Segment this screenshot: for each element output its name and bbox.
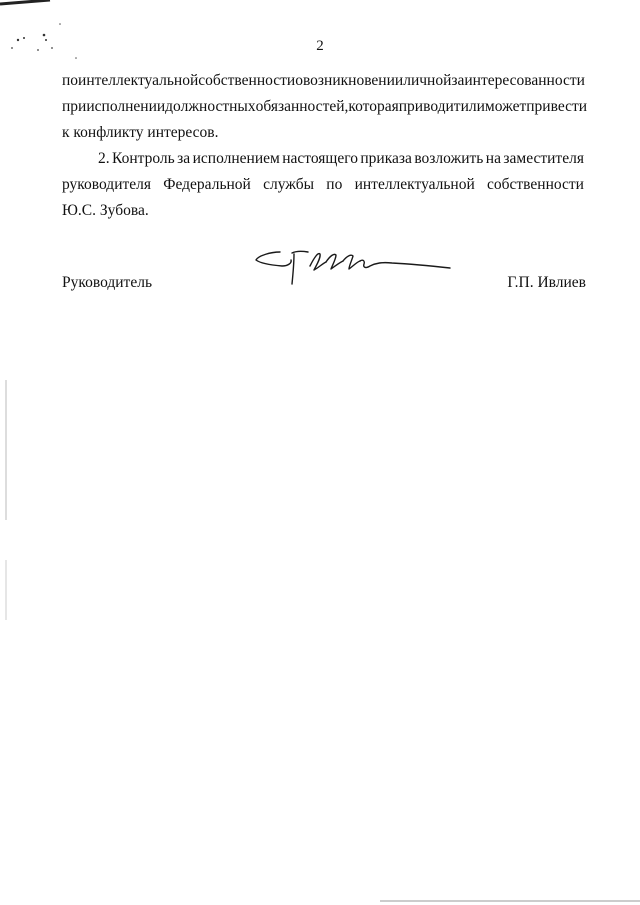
- word: обязанностей,: [255, 98, 349, 115]
- word: руководителя: [62, 176, 152, 193]
- word: личной: [403, 72, 452, 89]
- paragraph-2-line-2: [62, 176, 584, 194]
- word: на: [485, 150, 501, 167]
- word: Контроль: [112, 150, 175, 167]
- word: настоящего: [282, 150, 358, 167]
- paragraph-2-line-1: [98, 150, 584, 168]
- word: о: [295, 72, 303, 89]
- word: по: [326, 176, 343, 193]
- word: исполнении: [86, 98, 166, 115]
- word: может: [484, 98, 527, 115]
- signer-name: Г.П. Ивлиев: [507, 274, 586, 291]
- handwritten-signature: [252, 244, 456, 290]
- paragraph-1-line-3: к конфликту интересов.: [62, 124, 219, 141]
- paragraph-1-line-2: [62, 98, 588, 116]
- word: за: [177, 150, 191, 167]
- word: по: [62, 72, 79, 89]
- word: или: [460, 98, 485, 115]
- word: заместителя: [503, 150, 584, 167]
- word: собственности: [487, 176, 584, 193]
- word: приводит: [398, 98, 461, 115]
- word: службы: [263, 176, 315, 193]
- word: 2.: [98, 150, 110, 167]
- word: возникновении: [302, 72, 404, 89]
- word: привести: [526, 98, 588, 115]
- word: приказа: [360, 150, 412, 167]
- word: заинтересованности: [451, 72, 585, 89]
- word: должностных: [165, 98, 256, 115]
- word: которая: [348, 98, 399, 115]
- word: собственности: [198, 72, 296, 89]
- word: интеллектуальной: [78, 72, 199, 89]
- page-number: 2: [316, 38, 324, 54]
- paragraph-2-line-3: Ю.С. Зубова.: [62, 202, 149, 219]
- word: исполнением: [192, 150, 280, 167]
- word: интеллектуальной: [354, 176, 475, 193]
- word: Федеральной: [163, 176, 251, 193]
- word: возложить: [414, 150, 484, 167]
- signer-role: Руководитель: [62, 274, 153, 291]
- word: при: [62, 98, 87, 115]
- paragraph-1-line-1: [62, 72, 584, 90]
